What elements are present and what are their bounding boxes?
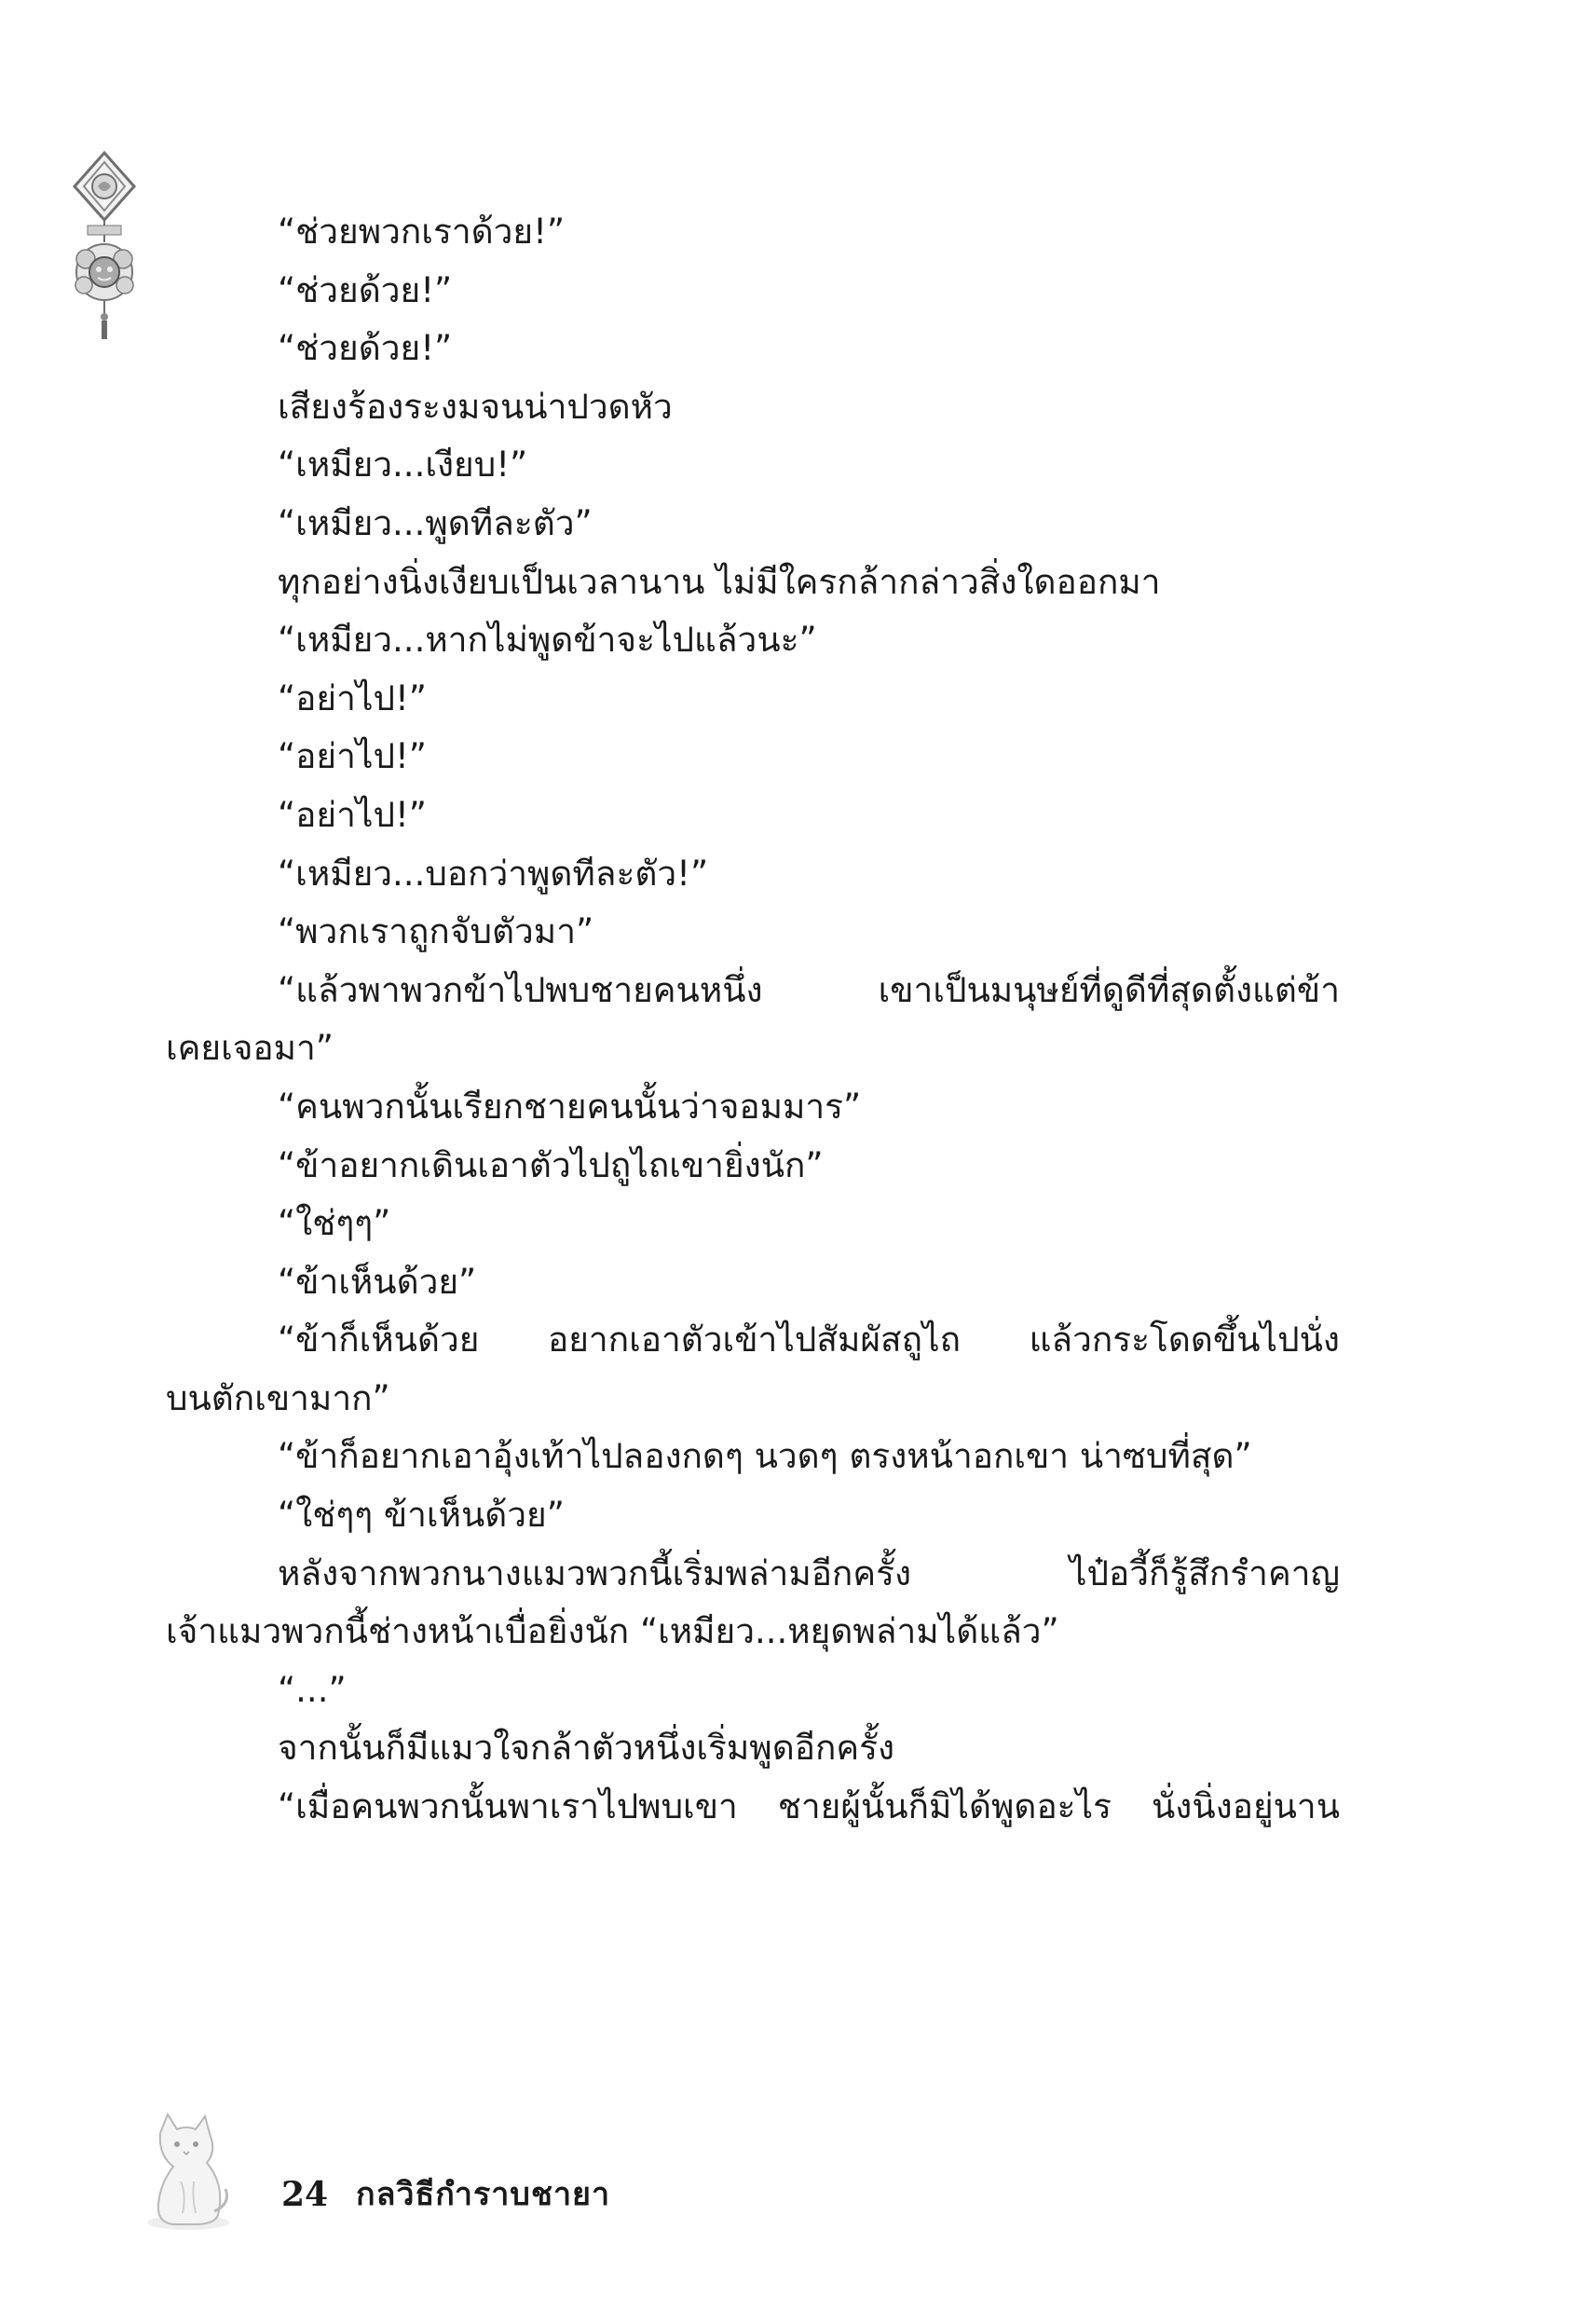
text-line: “อย่าไป!” xyxy=(278,736,427,777)
text-line: “ช่วยพวกเราด้วย!” xyxy=(278,212,566,252)
text-line: “เหมียว...พูดทีละตัว” xyxy=(278,502,593,543)
text-line: จากนั้นก็มีแมวใจกล้าตัวหนึ่งเริ่มพูดอีกครั้ง xyxy=(278,1728,895,1769)
page-footer xyxy=(140,2111,885,2232)
text-line: “ใช่ๆๆ” xyxy=(278,1203,391,1244)
text-line: “เมื่อคนพวกนั้นพาเราไปพบเขา ชายผู้นั้นก็มิได้พูดอะไร นั่งนิ่งอยู่นาน xyxy=(278,1786,1340,1827)
text-line: บนตักเขามาก” xyxy=(166,1377,390,1418)
cat-illustration-icon xyxy=(140,2111,233,2232)
text-line: “ข้าอยากเดินเอาตัวไปถูไถเขายิ่งนัก” xyxy=(278,1144,824,1185)
text-line: หลังจากพวกนางแมวพวกนี้เริ่มพล่ามอีกครั้ง ไป๋อวี้ก็รู้สึกรำคาญ xyxy=(278,1552,1340,1593)
text-line: “แล้วพาพวกข้าไปพบชายคนหนึ่ง เขาเป็นมนุษย์ที่ดูดีที่สุดตั้งแต่ข้า xyxy=(278,969,1340,1010)
text-line: “เหมียว...หากไม่พูดข้าจะไปแล้วนะ” xyxy=(278,620,817,661)
book-title: กลวิธีกำราบชายา xyxy=(356,2176,611,2213)
page-number: 24 xyxy=(281,2175,329,2214)
text-line: “ช่วยด้วย!” xyxy=(278,269,453,310)
text-line: “ข้าก็เห็นด้วย อยากเอาตัวเข้าไปสัมผัสถูไถ แล้วกระโดดขึ้นไปนั่ง xyxy=(278,1320,1340,1361)
text-line: เจ้าแมวพวกนี้ช่างหน้าเบื่อยิ่งนัก “เหมียว...หยุดพล่ามได้แล้ว” xyxy=(166,1611,1059,1652)
text-line: “ช่วยด้วย!” xyxy=(278,328,453,369)
text-line: เสียงร้องระงมจนน่าปวดหัว xyxy=(278,386,673,427)
text-line: “เหมียว...เงียบ!” xyxy=(278,444,528,485)
text-line: เคยเจอมา” xyxy=(166,1028,334,1069)
text-line: “เหมียว...บอกว่าพูดทีละตัว!” xyxy=(278,853,709,894)
text-line: “...” xyxy=(278,1669,347,1710)
text-line: “พวกเราถูกจับตัวมา” xyxy=(278,911,594,952)
body-text xyxy=(166,203,1340,1837)
text-line: “อย่าไป!” xyxy=(278,794,427,835)
text-line: “คนพวกนั้นเรียกชายคนนั้นว่าจอมมาร” xyxy=(278,1086,862,1127)
text-line: “อย่าไป!” xyxy=(278,677,427,718)
lantern-ornament-icon xyxy=(67,149,142,345)
text-line: ทุกอย่างนิ่งเงียบเป็นเวลานาน ไม่มีใครกล้ากล่าวสิ่งใดออกมา xyxy=(278,561,1161,602)
text-line: “ข้าเห็นด้วย” xyxy=(278,1261,477,1302)
text-line: “ใช่ๆๆ ข้าเห็นด้วย” xyxy=(278,1495,565,1536)
text-line: “ข้าก็อยากเอาอุ้งเท้าไปลองกดๆ นวดๆ ตรงหน้าอกเขา น่าซบที่สุด” xyxy=(278,1436,1252,1477)
